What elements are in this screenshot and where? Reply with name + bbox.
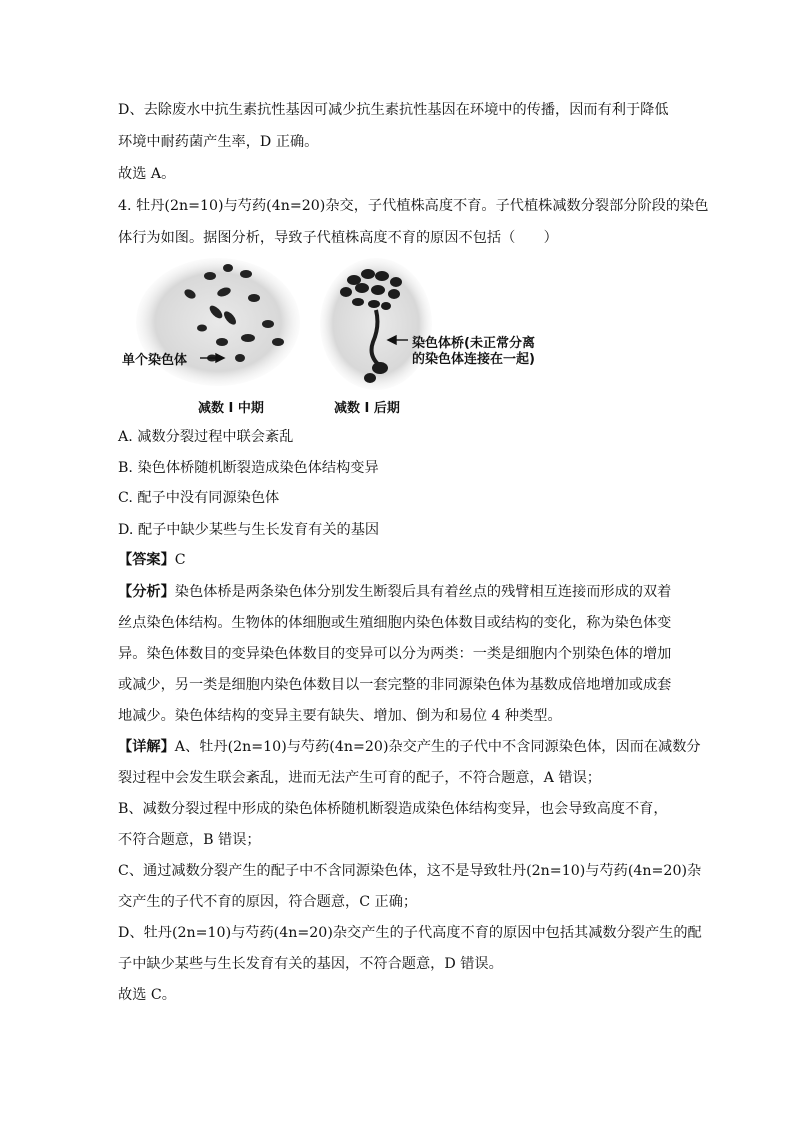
single-chromosome-label: 单个染色体 (122, 353, 188, 368)
text-line (118, 892, 417, 912)
text-line (118, 100, 669, 120)
line-text: C、通过减数分裂产生的配子中不含同源染色体，这不是导致牡丹(2n=10)与芍药(4n=20)杂 (118, 863, 702, 879)
text-line (118, 132, 318, 152)
text-line (118, 861, 701, 881)
line-text: 地减少。染色体结构的变异主要有缺失、增加、倒为和易位 4 种类型。 (118, 708, 562, 724)
text-line (118, 768, 601, 788)
line-text: 故选 C。 (118, 987, 176, 1003)
line-text: 交产生的子代不育的原因，符合题意，C 正确； (118, 894, 418, 910)
section-heading: 【分析】 (118, 584, 175, 600)
text-line (118, 613, 671, 633)
text-line (118, 550, 186, 570)
line-text: 故选 A。 (118, 166, 176, 182)
text-line (118, 458, 379, 478)
chromosome-figure (118, 254, 558, 426)
line-text: C. 配子中没有同源染色体 (118, 490, 280, 506)
line-text: B、减数分裂过程中形成的染色体桥随机断裂造成染色体结构变异，也会导致高度不育， (118, 801, 668, 817)
line-text: D、牡丹(2n=10)与芍药(4n=20)杂交产生的子代高度不育的原因中包括其减数分裂产生的配 (118, 925, 702, 941)
line-text: C (174, 552, 186, 568)
section-heading: 【详解】 (118, 739, 175, 755)
anaphase-cell-image (320, 258, 432, 390)
text-line (118, 228, 558, 248)
text-line (118, 582, 671, 602)
line-text: D、去除废水中抗生素抗性基因可减少抗生素抗性基因在环境中的传播，因而有利于降低 (118, 102, 669, 118)
line-text: 不符合题意，B 错误； (118, 832, 261, 848)
text-line (118, 196, 708, 216)
text-line (118, 488, 279, 508)
text-line (118, 706, 562, 726)
text-line (118, 520, 379, 540)
line-text: 环境中耐药菌产生率，D 正确。 (118, 134, 319, 150)
line-text: A. 减数分裂过程中联会紊乱 (118, 429, 294, 445)
line-text: 或减少，另一类是细胞内染色体数目以一套完整的非同源染色体为基数成倍地增加或成套 (118, 677, 672, 693)
bridge-label-line2: 的染色体连接在一起) (412, 352, 535, 367)
line-text: 异。染色体数目的变异染色体数目的变异可以分为两类：一类是细胞内个别染色体的增加 (118, 646, 672, 662)
text-line (118, 164, 175, 184)
line-text: 裂过程中会发生联会紊乱，进而无法产生可育的配子，不符合题意，A 错误； (118, 770, 601, 786)
line-text: 染色体桥是两条染色体分别发生断裂后具有着丝点的残臂相互连接而形成的双着 (174, 584, 672, 600)
text-line (118, 830, 261, 850)
line-text: D. 配子中缺少某些与生长发育有关的基因 (118, 522, 380, 538)
text-line (118, 737, 701, 757)
anaphase-caption: 减数 I 后期 (334, 401, 400, 416)
bridge-label-line1: 染色体桥(未正常分离 (412, 336, 535, 351)
text-line (118, 923, 702, 943)
line-text: 4. 牡丹(2n=10)与芍药(4n=20)杂交，子代植株高度不育。子代植株减数分裂部分阶段的染色 (118, 198, 709, 214)
line-text: 体行为如图。据图分析，导致子代植株高度不育的原因不包括（ ） (118, 230, 558, 246)
line-text: A、牡丹(2n=10)与芍药(4n=20)杂交产生的子代中不含同源染色体，因而在减数分 (174, 739, 701, 755)
text-line (118, 427, 293, 447)
text-line (118, 799, 668, 819)
section-heading: 【答案】 (118, 552, 175, 568)
text-line (118, 644, 671, 664)
text-line (118, 954, 503, 974)
text-line (118, 675, 671, 695)
line-text: 丝点染色体结构。生物体的体细胞或生殖细胞内染色体数目或结构的变化，称为染色体变 (118, 615, 672, 631)
text-line (118, 985, 176, 1005)
metaphase-caption: 减数 I 中期 (198, 401, 264, 416)
line-text: B. 染色体桥随机断裂造成染色体结构变异 (118, 460, 379, 476)
line-text: 子中缺少某些与生长发育有关的基因，不符合题意，D 错误。 (118, 956, 503, 972)
